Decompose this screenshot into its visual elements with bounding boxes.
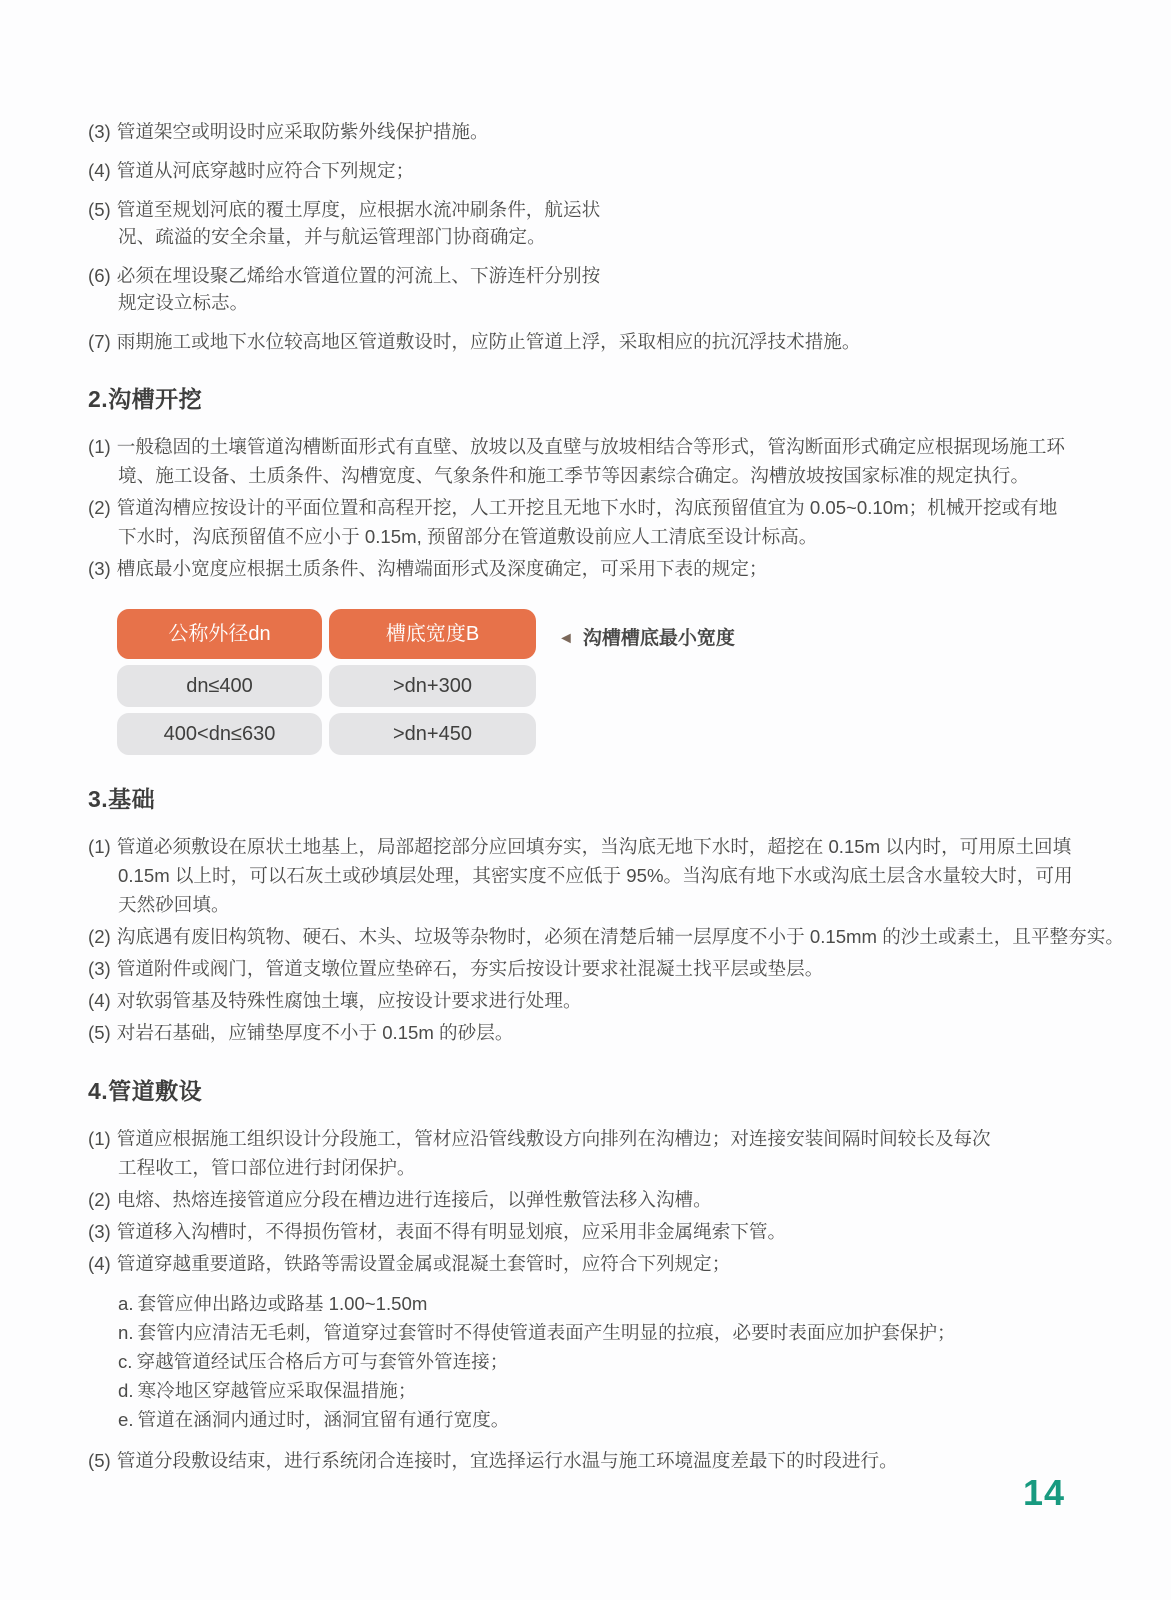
table-cell: dn≤400: [117, 665, 322, 707]
item-marker: (3): [88, 558, 111, 579]
doc-item: [88, 1446, 1118, 1475]
section-heading: 2.沟槽开挖: [88, 386, 203, 412]
doc-item: [88, 922, 1124, 951]
table-header-cell: 槽底宽度B: [329, 609, 536, 659]
item-marker: c.: [118, 1351, 133, 1372]
doc-line: 工程收工，管口部位进行封闭保护。: [118, 1157, 416, 1178]
doc-item: [118, 1289, 1118, 1318]
doc-line: (4) 管道穿越重要道路，铁路等需设置金属或混凝土套管时，应符合下列规定；: [88, 1249, 1118, 1278]
section-heading: 4.管道敷设: [88, 1078, 203, 1104]
doc-line: 规定设立标志。: [118, 292, 249, 313]
table-caption: [558, 623, 735, 650]
doc-item: [88, 986, 1118, 1015]
item-marker: (1): [88, 436, 111, 457]
doc-line: 境、施工设备、土质条件、沟槽宽度、气象条件和施工季节等因素综合确定。沟槽放坡按国家标准的规定执行。: [118, 465, 1030, 486]
doc-line: 况、疏溢的安全余量，并与航运管理部门协商确定。: [118, 226, 546, 247]
table-cell: >dn+450: [329, 713, 536, 755]
item-marker: (2): [88, 926, 111, 947]
doc-item: [88, 262, 1118, 316]
doc-item: [88, 832, 1118, 919]
item-list: [88, 432, 1118, 583]
doc-line: (3) 槽底最小宽度应根据土质条件、沟槽端面形式及深度确定，可采用下表的规定；: [88, 554, 1118, 583]
item-marker: (3): [88, 121, 111, 142]
item-list: [88, 118, 1118, 355]
item-marker: n.: [118, 1322, 134, 1343]
left-arrow-icon: ◄: [558, 630, 574, 647]
doc-line: (2) 沟底遇有废旧构筑物、硬石、木头、垃圾等杂物时，必须在清楚后辅一层厚度不小于 0.15mm 的沙土或素土，且平整夯实。: [88, 922, 1118, 951]
item-marker: (3): [88, 1221, 111, 1242]
item-marker: (4): [88, 990, 111, 1011]
doc-item: [88, 118, 1118, 145]
doc-line: a. 套管应伸出路边或路基 1.00~1.50m: [118, 1289, 1118, 1318]
doc-line: (3) 管道移入沟槽时，不得损伤管材，表面不得有明显划痕，应采用非金属绳索下管。: [88, 1217, 1118, 1246]
item-list: [88, 832, 1124, 1047]
doc-item: [88, 157, 1118, 184]
table-header-cell: 公称外径dn: [117, 609, 322, 659]
item-marker: (5): [88, 199, 111, 220]
doc-line: (7) 雨期施工或地下水位较高地区管道敷设时，应防止管道上浮，采取相应的抗沉浮技术措施。: [88, 328, 1118, 355]
item-marker: (2): [88, 1189, 111, 1210]
item-marker: e.: [118, 1409, 134, 1430]
item-marker: (1): [88, 1128, 111, 1149]
doc-line: (2) 管道沟槽应按设计的平面位置和高程开挖，人工开挖且无地下水时，沟底预留值宜为 0.05~0.10m；机械开挖或有地: [88, 493, 1118, 522]
table-cell: 400<dn≤630: [117, 713, 322, 755]
doc-item: [88, 1217, 1118, 1246]
item-marker: (5): [88, 1022, 111, 1043]
doc-line: (3) 管道架空或明设时应采取防紫外线保护措施。: [88, 118, 1118, 145]
doc-line: (4) 对软弱管基及特殊性腐蚀土壤，应按设计要求进行处理。: [88, 986, 1118, 1015]
doc-item: [118, 1347, 1118, 1376]
doc-line: (1) 管道必须敷设在原状土地基上，局部超挖部分应回填夯实，当沟底无地下水时，超挖在 0.15m 以内时，可用原土回填: [88, 832, 1118, 861]
doc-item: [88, 1249, 1118, 1278]
page-number: 14: [1022, 1472, 1065, 1513]
doc-item: [88, 196, 1118, 250]
spacer: [88, 1281, 1118, 1289]
item-marker: (5): [88, 1450, 111, 1471]
item-marker: (4): [88, 1253, 111, 1274]
doc-line: (3) 管道附件或阀门，管道支墩位置应垫碎石，夯实后按设计要求社混凝土找平层或垫层。: [88, 954, 1118, 983]
doc-line: (1) 一般稳固的土壤管道沟槽断面形式有直壁、放坡以及直壁与放坡相结合等形式，管沟断面形式确定应根据现场施工环: [88, 432, 1118, 461]
doc-line: (4) 管道从河底穿越时应符合下列规定；: [88, 157, 1118, 184]
doc-item: [88, 554, 1118, 583]
doc-item: [88, 1124, 1118, 1182]
doc-line: c. 穿越管道经试压合格后方可与套管外管连接；: [118, 1347, 1118, 1376]
doc-line: (6) 必须在埋设聚乙烯给水管道位置的河流上、下游连杆分别按: [88, 262, 1118, 289]
item-marker: (6): [88, 265, 111, 286]
spec-table-grid: [117, 609, 536, 755]
item-marker: (3): [88, 958, 111, 979]
doc-line: (1) 管道应根据施工组织设计分段施工，管材应沿管线敷设方向排列在沟槽边；对连接安装间隔时间较长及每次: [88, 1124, 1118, 1153]
doc-item: [118, 1318, 1118, 1347]
spec-table: [117, 609, 1118, 755]
doc-item: [88, 1018, 1118, 1047]
doc-item: [88, 493, 1118, 551]
doc-line: n. 套管内应清洁无毛刺，管道穿过套管时不得使管道表面产生明显的拉痕，必要时表面应加护套保护；: [118, 1318, 1118, 1347]
item-list: [88, 1124, 1118, 1475]
doc-line: (2) 电熔、热熔连接管道应分段在槽边进行连接后，以弹性敷管法移入沟槽。: [88, 1185, 1118, 1214]
item-marker: (2): [88, 497, 111, 518]
item-marker: (4): [88, 160, 111, 181]
doc-line: 0.15m 以上时，可以石灰土或砂填层处理，其密实度不应低于 95%。当沟底有地下水或沟底土层含水量较大时，可用: [118, 865, 1073, 886]
doc-line: (5) 管道分段敷设结束，进行系统闭合连接时，宜选择运行水温与施工环境温度差最下的时段进行。: [88, 1446, 1118, 1475]
item-marker: a.: [118, 1293, 134, 1314]
doc-item: [88, 954, 1118, 983]
document-content: [88, 118, 1124, 1478]
doc-line: 天然砂回填。: [118, 894, 230, 915]
doc-item: [118, 1376, 1118, 1405]
section-heading: 3.基础: [88, 786, 156, 812]
doc-item: [88, 328, 1118, 355]
item-marker: (7): [88, 331, 111, 352]
item-marker: (1): [88, 836, 111, 857]
table-caption-text: 沟槽槽底最小宽度: [582, 628, 735, 649]
table-cell: >dn+300: [329, 665, 536, 707]
doc-line: d. 寒冷地区穿越管应采取保温措施；: [118, 1376, 1118, 1405]
doc-item: [88, 432, 1118, 490]
doc-item: [88, 1185, 1118, 1214]
item-marker: d.: [118, 1380, 134, 1401]
doc-line: (5) 管道至规划河底的覆土厚度，应根据水流冲刷条件，航运状: [88, 196, 1118, 223]
doc-item: [118, 1405, 1118, 1434]
doc-line: e. 管道在涵洞内通过时，涵洞宜留有通行宽度。: [118, 1405, 1118, 1434]
doc-line: (5) 对岩石基础，应铺垫厚度不小于 0.15m 的砂层。: [88, 1018, 1118, 1047]
doc-line: 下水时，沟底预留值不应小于 0.15m, 预留部分在管道敷设前应人工清底至设计标高。: [118, 526, 818, 547]
